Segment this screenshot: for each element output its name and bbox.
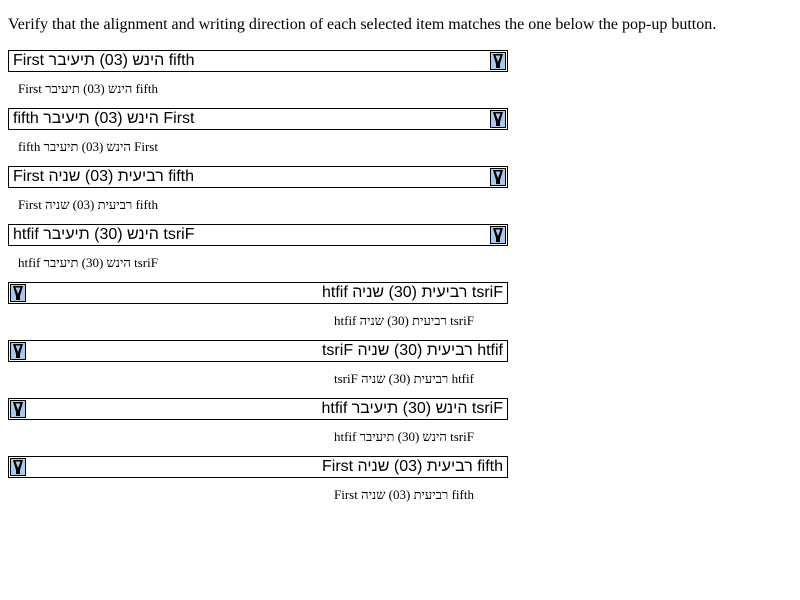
expected-sample-text: fifth רביעית (03) שניה First (334, 371, 474, 386)
expected-sample-text: First רביעית (03) שניה fifth (18, 81, 158, 96)
popup-button[interactable] (8, 398, 508, 420)
expected-sample-text: htfif רביעית (30) שניה tsriF (334, 487, 474, 502)
chevron-down-icon[interactable] (490, 110, 506, 128)
instructions-text: Verify that the alignment and writing direction of each selected item matches the one below the pop-up button. (8, 16, 717, 33)
popup-button-selected-text: First הינש (03) תיעיבר fifth (321, 400, 503, 417)
popup-button[interactable] (8, 224, 508, 246)
chevron-down-icon[interactable] (490, 52, 506, 70)
popup-button[interactable] (8, 50, 508, 72)
chevron-down-icon[interactable] (10, 342, 26, 360)
popup-button[interactable] (8, 340, 508, 362)
popup-button-selected-text: htfif רביעית (30) שניה tsriF (13, 226, 195, 243)
popup-button-selected-text: First רביעית (03) שניה fifth (13, 52, 195, 69)
popup-button[interactable] (8, 166, 508, 188)
expected-sample-text: First הינש (03) תיעיבר fifth (334, 429, 474, 444)
chevron-down-icon[interactable] (490, 168, 506, 186)
popup-button-selected-text: fifth רביעית (03) שניה First (321, 342, 503, 359)
popup-button-selected-text: First הינש (03) תיעיבר fifth (13, 168, 195, 185)
popup-button[interactable] (8, 282, 508, 304)
chevron-down-icon[interactable] (10, 400, 26, 418)
expected-sample-text: First רביעית (03) שניה fifth (334, 313, 474, 328)
expected-sample-text: fifth רביעית (03) שניה First (18, 139, 158, 154)
chevron-down-icon[interactable] (490, 226, 506, 244)
chevron-down-icon[interactable] (10, 458, 26, 476)
chevron-down-icon[interactable] (10, 284, 26, 302)
expected-sample-text: htfif רביעית (30) שניה tsriF (18, 255, 158, 270)
popup-button-selected-text: fifth רביעית (03) שניה First (13, 110, 195, 127)
popup-button[interactable] (8, 108, 508, 130)
popup-button-selected-text: htfif רביעית (30) שניה tsriF (321, 458, 503, 475)
popup-button[interactable] (8, 456, 508, 478)
expected-sample-text: First הינש (03) תיעיבר fifth (18, 197, 158, 212)
popup-button-selected-text: First רביעית (03) שניה fifth (321, 284, 503, 301)
